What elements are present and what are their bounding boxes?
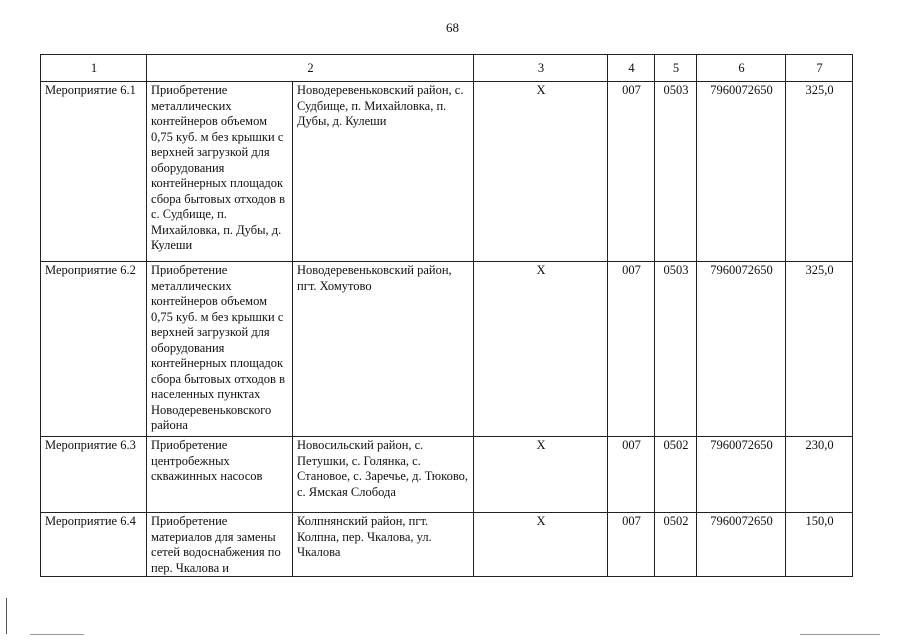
col5-cell: 0502 bbox=[655, 437, 697, 513]
col4-cell: 007 bbox=[608, 437, 655, 513]
col3-cell: Х bbox=[474, 513, 608, 577]
measure-cell: Мероприятие 6.4 bbox=[41, 513, 147, 577]
header-cell-2: 2 bbox=[147, 55, 474, 82]
col3-cell: Х bbox=[474, 262, 608, 437]
budget-table bbox=[40, 54, 853, 577]
col4-cell: 007 bbox=[608, 262, 655, 437]
description-cell: Приобретение металлических контейнеров объемом 0,75 куб. м без крышки с верхней загрузкой для оборудования контейнерных площадок сбора бытовых отходов в населенных пунктах Новодеревеньковского района bbox=[147, 262, 293, 437]
col6-cell: 7960072650 bbox=[697, 437, 786, 513]
description-cell: Приобретение материалов для замены сетей водоснабжения по пер. Чкалова и bbox=[147, 513, 293, 577]
col6-cell: 7960072650 bbox=[697, 82, 786, 262]
amount-cell: 150,0 bbox=[786, 513, 853, 577]
amount-cell: 230,0 bbox=[786, 437, 853, 513]
col3-cell: Х bbox=[474, 82, 608, 262]
description-cell: Приобретение центробежных скважинных насосов bbox=[147, 437, 293, 513]
table-row bbox=[41, 262, 853, 437]
amount-cell: 325,0 bbox=[786, 262, 853, 437]
location-cell: Новосильский район, с. Петушки, с. Голянка, с. Становое, с. Заречье, д. Тюково, с. Ямская Слобода bbox=[293, 437, 474, 513]
header-cell-3: 3 bbox=[474, 55, 608, 82]
header-row bbox=[41, 55, 853, 82]
amount-cell: 325,0 bbox=[786, 82, 853, 262]
header-cell-5: 5 bbox=[655, 55, 697, 82]
header-cell-4: 4 bbox=[608, 55, 655, 82]
col5-cell: 0503 bbox=[655, 262, 697, 437]
col6-cell: 7960072650 bbox=[697, 513, 786, 577]
table-row bbox=[41, 513, 853, 577]
page-number: 68 bbox=[446, 20, 459, 35]
col5-cell: 0503 bbox=[655, 82, 697, 262]
scan-edge-mark bbox=[6, 598, 7, 634]
measure-cell: Мероприятие 6.3 bbox=[41, 437, 147, 513]
header-cell-6: 6 bbox=[697, 55, 786, 82]
col3-cell: Х bbox=[474, 437, 608, 513]
header-cell-7: 7 bbox=[786, 55, 853, 82]
location-cell: Колпнянский район, пгт. Колпна, пер. Чкалова, ул. Чкалова bbox=[293, 513, 474, 577]
scan-edge-mark bbox=[800, 634, 880, 635]
measure-cell: Мероприятие 6.2 bbox=[41, 262, 147, 437]
table-row bbox=[41, 437, 853, 513]
col6-cell: 7960072650 bbox=[697, 262, 786, 437]
col5-cell: 0502 bbox=[655, 513, 697, 577]
col4-cell: 007 bbox=[608, 82, 655, 262]
table-row bbox=[41, 82, 853, 262]
header-cell-1: 1 bbox=[41, 55, 147, 82]
measure-cell: Мероприятие 6.1 bbox=[41, 82, 147, 262]
col4-cell: 007 bbox=[608, 513, 655, 577]
location-cell: Новодеревеньковский район, с. Судбище, п. Михайловка, п. Дубы, д. Кулеши bbox=[293, 82, 474, 262]
scan-edge-mark bbox=[30, 634, 84, 635]
location-cell: Новодеревеньковский район, пгт. Хомутово bbox=[293, 262, 474, 437]
description-cell: Приобретение металлических контейнеров объемом 0,75 куб. м без крышки с верхней загрузкой для оборудования контейнерных площадок сбора бытовых отходов в с. Судбище, п. Михайловка, п. Дубы, д. Кулеши bbox=[147, 82, 293, 262]
